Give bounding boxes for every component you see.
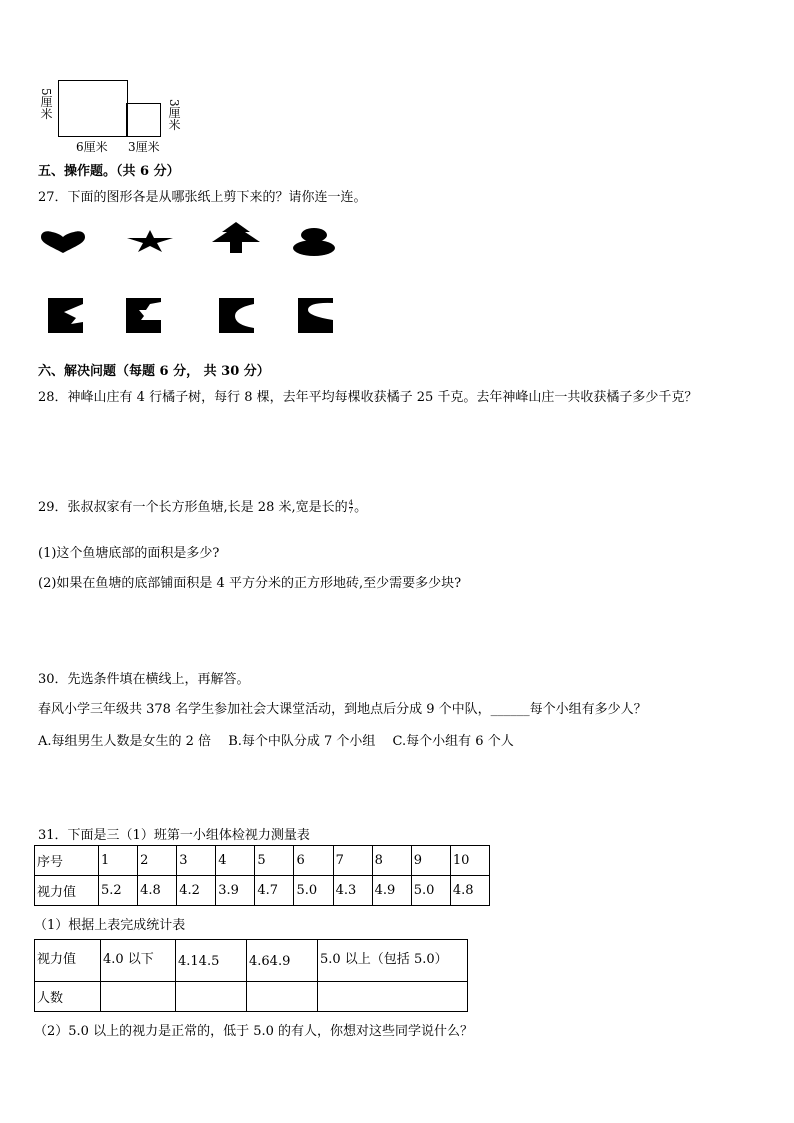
question-30-body xyxy=(38,698,647,717)
small-rectangle xyxy=(126,103,161,137)
cut-paper-2 xyxy=(126,298,162,334)
section6-heading: 六、解决问题（每题 6 分， 共 30 分） xyxy=(38,364,270,379)
answer-cell[interactable] xyxy=(101,982,176,1012)
section5-heading: 五、操作题。（共 6 分） xyxy=(38,164,180,179)
answer-cell[interactable] xyxy=(247,982,318,1012)
table-row xyxy=(35,846,490,876)
question-30: 30．先选条件填在横线上，再解答。 xyxy=(38,672,250,687)
table-cell: 4 xyxy=(216,846,255,876)
answer-cell[interactable] xyxy=(176,982,247,1012)
table-cell: 10 xyxy=(450,846,489,876)
table-cell: 视力值 xyxy=(35,876,99,906)
small-width-label: 3厘米 xyxy=(128,140,160,154)
table-row xyxy=(35,982,468,1012)
fraction-numerator: 4 xyxy=(348,499,354,507)
table-cell: 4.8 xyxy=(138,876,177,906)
table-cell: 5 xyxy=(255,846,294,876)
table-cell: 9 xyxy=(411,846,450,876)
big-height-label: 5厘米 xyxy=(39,88,53,120)
question-30-body-after: 每个小组有多少人？ xyxy=(529,702,647,717)
question-30-options: A.每组男生人数是女生的 2 倍 B.每个中队分成 7 个小组 C.每个小组有 6 个人 xyxy=(38,734,514,749)
table-cell: 5.2 xyxy=(99,876,138,906)
vision-table xyxy=(34,845,490,906)
answer-blank[interactable]: ______ xyxy=(490,702,530,717)
question-29-end: 。 xyxy=(354,500,368,515)
question-29 xyxy=(38,496,367,515)
question-30-body-before: 春风小学三年级共 378 名学生参加社会大课堂活动，到地点后分成 9 个中队， xyxy=(38,702,491,717)
table-cell: 5.0 xyxy=(294,876,333,906)
table-cell: 人数 xyxy=(35,982,101,1012)
heart-shape xyxy=(40,230,86,254)
table-cell: 3.9 xyxy=(216,876,255,906)
cut-paper-1 xyxy=(48,298,84,334)
question-29-sub2: (2)如果在鱼塘的底部铺面积是 4 平方分米的正方形地砖,至少需要多少块? xyxy=(38,576,462,591)
table-cell: 4.14.5 xyxy=(176,940,247,982)
fraction-denominator: 7 xyxy=(348,507,354,515)
small-height-label: 3厘米 xyxy=(167,99,181,131)
fraction xyxy=(349,500,353,515)
question-28: 28．神峰山庄有 4 行橘子树，每行 8 棵，去年平均每棵收获橘子 25 千克。去年神峰山庄一共收获橘子多少千克？ xyxy=(38,390,698,405)
question-29-sub1: (1)这个鱼塘底部的面积是多少? xyxy=(38,546,220,561)
answer-cell[interactable] xyxy=(318,982,468,1012)
question-31-sub1: （1）根据上表完成统计表 xyxy=(34,918,186,933)
table-cell: 4.64.9 xyxy=(247,940,318,982)
big-width-label: 6厘米 xyxy=(76,140,108,154)
table-cell: 4.2 xyxy=(177,876,216,906)
table-cell: 视力值 xyxy=(35,940,101,982)
tree-shape xyxy=(210,222,262,254)
table-cell: 序号 xyxy=(35,846,99,876)
table-cell: 4.3 xyxy=(333,876,372,906)
table-row xyxy=(35,876,490,906)
table-cell: 4.8 xyxy=(450,876,489,906)
star-shape xyxy=(126,230,174,252)
question-27: 27．下面的图形各是从哪张纸上剪下来的？请你连一连。 xyxy=(38,190,367,205)
table-cell: 5.0 xyxy=(411,876,450,906)
table-cell: 4.9 xyxy=(372,876,411,906)
table-cell: 6 xyxy=(294,846,333,876)
table-cell: 2 xyxy=(138,846,177,876)
cut-paper-3 xyxy=(219,298,255,334)
cut-paper-4 xyxy=(298,298,334,334)
table-cell: 7 xyxy=(333,846,372,876)
stats-table xyxy=(34,939,468,1012)
mushroom-shape xyxy=(292,228,336,256)
question-29-text: 29．张叔叔家有一个长方形鱼塘,长是 28 米,宽是长的 xyxy=(38,500,348,515)
question-31-sub2: （2）5.0 以上的视力是正常的，低于 5.0 的有人，你想对这些同学说什么？ xyxy=(34,1024,474,1039)
table-row xyxy=(35,940,468,982)
table-cell: 3 xyxy=(177,846,216,876)
table-cell: 4.7 xyxy=(255,876,294,906)
table-cell: 5.0 以上（包括 5.0） xyxy=(318,940,468,982)
table-cell: 4.0 以下 xyxy=(101,940,176,982)
table-cell: 1 xyxy=(99,846,138,876)
question-31: 31．下面是三（1）班第一小组体检视力测量表 xyxy=(38,828,310,843)
table-cell: 8 xyxy=(372,846,411,876)
big-rectangle xyxy=(58,80,128,137)
